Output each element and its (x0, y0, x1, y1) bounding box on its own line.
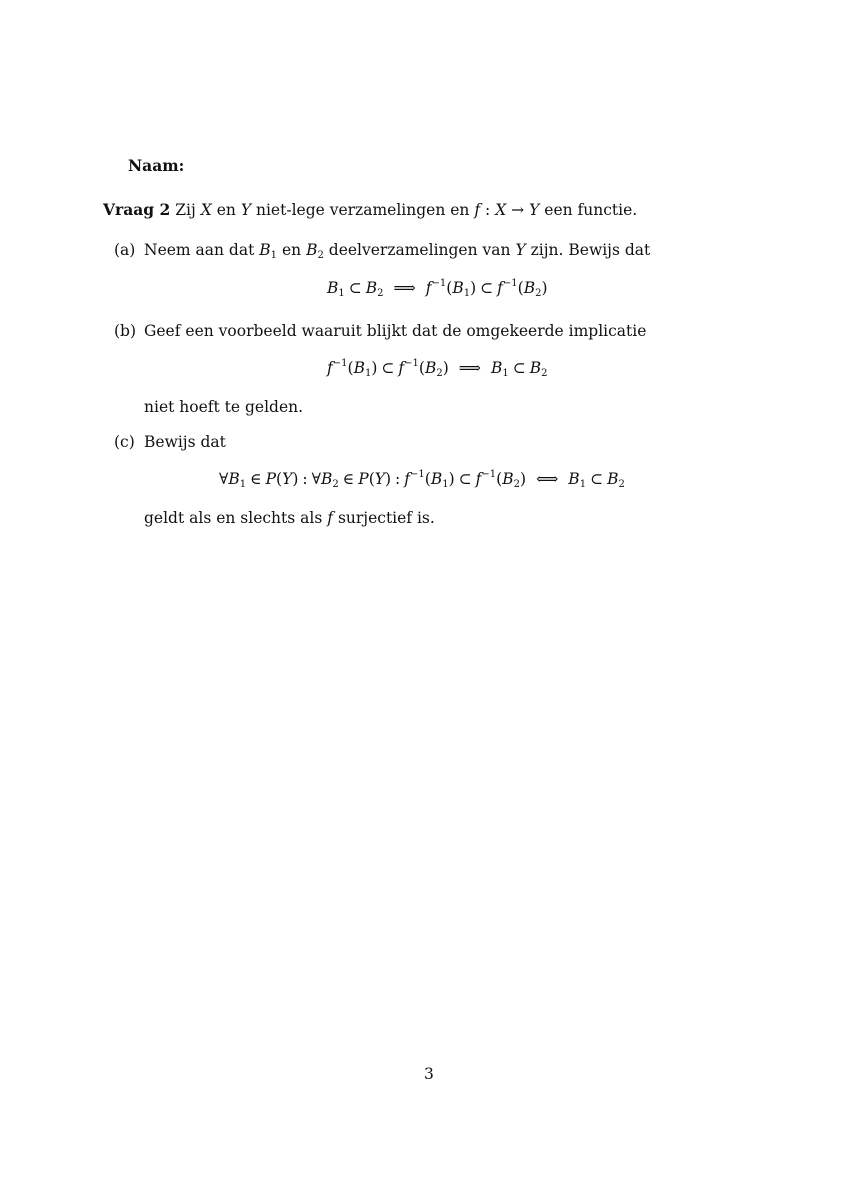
intro-text-3: een functie. (544, 201, 638, 219)
part-a-text-3: zijn. Bewijs dat (530, 241, 651, 259)
intro-text-1: Zij (175, 201, 196, 219)
page-number: 3 (424, 1065, 434, 1083)
b1: $B_1$ (259, 241, 278, 261)
formula-a: $B_1$ ⊂ $B_2$ ⟹ $f^{-1}(B_1)$ ⊂ $f^{-1}(B_2)$ (327, 278, 548, 299)
codomain-y: Y (529, 201, 540, 219)
arrow-symbol: → (511, 201, 525, 219)
colon: : (485, 201, 491, 219)
b2: $B_2$ (306, 241, 324, 261)
intro-en: en (216, 201, 236, 219)
part-a-en: en (281, 241, 302, 259)
part-a-text-2: deelverzamelingen van (328, 241, 511, 259)
part-b-text: Geef een voorbeeld waaruit blijkt dat de omgekeerde implicatie (144, 322, 647, 340)
question-label: Vraag 2 (103, 200, 171, 219)
part-b-after: niet hoeft te gelden. (144, 398, 304, 416)
part-a-marker: (a) (114, 241, 136, 259)
part-c-after-2: surjectief is. (337, 509, 435, 527)
name-label: Naam: (128, 156, 185, 175)
function-f: f (474, 201, 481, 219)
question-statement (103, 200, 637, 220)
set-x: X (200, 201, 212, 219)
part-a-y: Y (515, 241, 526, 259)
part-c-text: Bewijs dat (144, 433, 226, 451)
part-c-after-1: geldt als en slechts als (144, 509, 323, 527)
part-c-after (144, 508, 435, 528)
intro-text-2: niet-lege verzamelingen en (255, 201, 470, 219)
part-a-text-1: Neem aan dat (144, 241, 255, 259)
formula-b: $f^{-1}(B_1)$ ⊂ $f^{-1}(B_2)$ ⟹ $B_1$ ⊂ $B_2$ (327, 358, 548, 379)
part-b-marker: (b) (114, 322, 137, 340)
part-c-marker: (c) (114, 433, 135, 451)
formula-c: $\forall B_1$ ∈ P(Y) : $\forall B_2$ ∈ P(Y) : $f^{-1}(B_1)$ ⊂ $f^{-1}(B_2)$ ⟺ $B_1$ ⊂ $B_2$ (219, 469, 625, 490)
set-y: Y (240, 201, 252, 219)
part-c-f: f (327, 509, 333, 527)
part-a-text (144, 240, 650, 260)
domain-x: X (495, 201, 507, 219)
